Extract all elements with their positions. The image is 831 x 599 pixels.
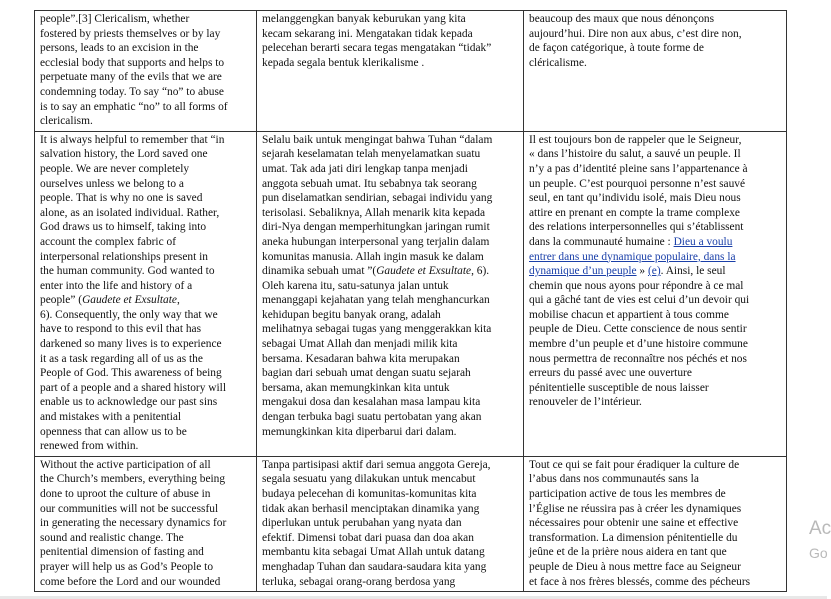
- text-line: melihatnya sebagai tugas yang menggerakkan kita: [262, 323, 492, 336]
- indonesian-cell: [257, 131, 524, 456]
- text-line: segala sesuatu yang dilakukan untuk mencabut: [262, 473, 476, 486]
- text-line: membantu kita sebagai Umat Allah untuk datang: [262, 546, 485, 559]
- text-line: it as a task regarding all of us as the: [40, 352, 203, 365]
- dynamique-populaire-link[interactable]: entrer dans une dynamique populaire, dans la: [529, 250, 736, 263]
- text-line: cléricalisme.: [529, 56, 587, 69]
- text-line: menghadap Tuhan dan saudara-saudara kita yang: [262, 560, 487, 573]
- text-line: mengakui dosa dan kesalahan masa lampau kita: [262, 396, 481, 409]
- text-line: perpetuate many of the evils that we are: [40, 71, 222, 84]
- text-line: Oleh karena itu, satu-satunya jalan untuk: [262, 279, 449, 292]
- text-line: [40, 293, 252, 308]
- french-cell: [524, 456, 787, 591]
- activation-watermark-line1: Ac: [809, 518, 831, 539]
- text-line: mobilise chacun et appartient à tous comme: [529, 308, 729, 321]
- text-line: enter into the life and history of a: [40, 279, 193, 292]
- text-line: enable us to acknowledge our past sins: [40, 396, 218, 409]
- dynamique-peuple-link[interactable]: dynamique d’un peuple: [529, 265, 637, 278]
- text-line: seul, en tant qu’individu isolé, mais Dieu nous: [529, 192, 741, 205]
- text-run: ,: [176, 294, 180, 307]
- text-line: the Church’s members, everything being: [40, 473, 226, 486]
- text-line: kecam sekarang ini. Mengatakan tidak kepada: [262, 27, 473, 40]
- text-line: 6). Consequently, the only way that we: [40, 308, 218, 321]
- dieu-a-voulu-link[interactable]: Dieu a voulu: [673, 235, 733, 248]
- text-line: renewed from within.: [40, 440, 139, 453]
- text-line: anggota sebuah umat. Itu sebabnya tak seorang: [262, 177, 477, 190]
- text-line: condemning today. To say “no” to abuse: [40, 85, 224, 98]
- indonesian-cell: [257, 456, 524, 591]
- text-line: l’Église ne réussira pas à créer les dynamiques: [529, 502, 742, 515]
- french-cell: [524, 11, 787, 132]
- text-line: memungkinkan kita diperbarui dari dalam.: [262, 425, 457, 438]
- text-line: beaucoup des maux que nous dénonçons: [529, 13, 715, 25]
- text-line: transformation. La dimension pénitentielle du: [529, 531, 738, 544]
- indonesian-text: [262, 458, 519, 589]
- text-line: umat. Tak ada jati diri lengkap tanpa menjadi: [262, 162, 468, 175]
- text-line: is to say an emphatic “no” to all forms of: [40, 100, 228, 113]
- text-line: diri-Nya dengan memperhitungkan jaringan rumit: [262, 221, 490, 234]
- text-run: , 6).: [471, 265, 490, 278]
- english-cell: [35, 456, 257, 591]
- table-row: [35, 131, 787, 456]
- text-line: participation active de tous les membres de: [529, 488, 726, 500]
- text-line: people”.[3] Clericalism, whether: [40, 13, 190, 25]
- text-line: prayer will help us as God’s People to: [40, 560, 214, 573]
- text-line: interpersonal relationships present in: [40, 250, 208, 263]
- text-line: renouveler de l’intérieur.: [529, 396, 642, 409]
- french-text: [529, 12, 782, 70]
- text-line: aujourd’hui. Dire non aux abus, c’est dire non,: [529, 27, 742, 40]
- text-line: the human community. God wanted to: [40, 265, 215, 278]
- text-line: come before the Lord and our wounded: [40, 575, 221, 588]
- text-line: budaya pelecehan di komunitas-komunitas kita: [262, 488, 477, 500]
- text-line: and mistakes with a penitential: [40, 411, 182, 424]
- text-line: openness that can allow us to be: [40, 425, 187, 438]
- text-line: terisolasi. Sebaliknya, Allah menarik kita kepada: [262, 206, 486, 219]
- text-line: jeûne et de la prière nous aidera en tant que: [529, 546, 727, 559]
- indonesian-text: [262, 12, 519, 70]
- text-line: sebagai Umat Allah dan menjadi milik kita: [262, 338, 458, 351]
- text-run: . Ainsi, le seul: [660, 265, 726, 278]
- english-text: [40, 133, 252, 454]
- text-line: salvation history, the Lord saved one: [40, 148, 208, 161]
- text-line: menanggapi kejahatan yang telah menghancurkan: [262, 294, 490, 307]
- text-line: sejarah keselamatan telah menyelamatkan suatu: [262, 148, 481, 161]
- text-line: persons, leads to an excision in the: [40, 42, 199, 55]
- text-line: « dans l’histoire du salut, a sauvé un peuple. Il: [529, 148, 741, 161]
- text-line: [529, 264, 782, 279]
- text-line: des relations interpersonnelles qui s’établissent: [529, 221, 744, 234]
- text-run: »: [636, 265, 646, 278]
- text-line: penitential dimension of fasting and: [40, 546, 204, 559]
- activation-watermark-line2: Go: [809, 545, 828, 561]
- text-line: un peuple. C’est pourquoi personne n’est sauvé: [529, 177, 746, 190]
- text-line: peuple de Dieu. Cette conscience de nous sentir: [529, 323, 747, 336]
- table-row: [35, 11, 787, 132]
- text-line: membre d’un peuple et d’une histoire commune: [529, 338, 748, 351]
- text-line: kepada segala bentuk klerikalisme .: [262, 56, 425, 69]
- text-line: ecclesial body that supports and helps to: [40, 56, 225, 69]
- text-line: l’abus dans nos communautés sans la: [529, 473, 699, 486]
- text-line: dengan terbuka bagi suatu pertobatan yang akan: [262, 411, 482, 424]
- english-text: [40, 458, 252, 589]
- english-cell: [35, 11, 257, 132]
- text-line: tidak akan berhasil menciptakan dinamika yang: [262, 502, 480, 515]
- text-line: pelecehan berarti secara tegas mengatakan “tidak”: [262, 42, 492, 55]
- text-line: terluka, sebagai orang-orang berdosa yang: [262, 575, 456, 588]
- text-line: It is always helpful to remember that “in: [40, 133, 225, 146]
- text-line: bersama, akan memungkinkan kita untuk: [262, 381, 450, 394]
- text-run: dinamika sebuah umat ”(: [262, 265, 377, 278]
- text-line: qui a gâché tant de vies est celui d’un devoir qui: [529, 294, 750, 307]
- text-line: pun diselamatkan sendirian, sebagai individu yang: [262, 192, 493, 205]
- text-line: kehidupan begitu banyak orang, adalah: [262, 308, 441, 321]
- text-line: melanggengkan banyak keburukan yang kita: [262, 13, 466, 25]
- text-line: bersama. Kesadaran bahwa kita merupakan: [262, 352, 460, 365]
- citation-title: Gaudete et Exsultate: [82, 294, 177, 307]
- text-line: people. We are never completely: [40, 162, 190, 175]
- footnote-e-link[interactable]: (e): [647, 265, 661, 278]
- text-line: account the complex fabric of: [40, 235, 176, 248]
- text-line: attire en prenant en compte la trame complexe: [529, 206, 740, 219]
- text-line: [262, 264, 519, 279]
- french-cell: [524, 131, 787, 456]
- english-cell: [35, 131, 257, 456]
- text-line: komunitas manusia. Allah ingin masuk ke dalam: [262, 250, 484, 263]
- text-line: chemin que nous ayons pour répondre à ce mal: [529, 279, 744, 292]
- text-line: erreurs du passé avec une ouverture: [529, 367, 692, 380]
- text-line: ourselves unless we belong to a: [40, 177, 184, 190]
- text-line: our communities will not be successful: [40, 502, 219, 515]
- text-line: bagian dari sebuah umat dengan suatu sejarah: [262, 367, 471, 380]
- french-text: [529, 458, 782, 589]
- text-line: et face à nos frères blessés, comme des pécheurs: [529, 575, 751, 588]
- text-line: aneka hubungan interpersonal yang terjalin dalam: [262, 235, 490, 248]
- text-line: Without the active participation of all: [40, 458, 211, 471]
- text-line: Tout ce qui se fait pour éradiquer la culture de: [529, 458, 740, 471]
- text-line: [529, 250, 782, 265]
- text-line: Il est toujours bon de rappeler que le Seigneur,: [529, 133, 742, 146]
- indonesian-text: [262, 133, 519, 439]
- text-line: People of God. This awareness of being: [40, 367, 222, 380]
- text-line: diperlukan untuk perubahan yang nyata dan: [262, 517, 462, 530]
- text-line: de façon catégorique, à toute forme de: [529, 42, 704, 55]
- text-line: Selalu baik untuk mengingat bahwa Tuhan “dalam: [262, 133, 493, 146]
- text-line: done to uproot the culture of abuse in: [40, 488, 211, 500]
- text-line: part of a people and a shared history will: [40, 381, 226, 394]
- table-row: [35, 456, 787, 591]
- text-line: [529, 235, 782, 250]
- indonesian-cell: [257, 11, 524, 132]
- text-line: fostered by priests themselves or by lay: [40, 27, 221, 40]
- text-run: dans la communauté humaine :: [529, 235, 671, 248]
- english-text: [40, 12, 252, 129]
- text-line: efektif. Dimensi tobat dari puasa dan doa akan: [262, 531, 474, 544]
- text-line: clericalism.: [40, 115, 93, 128]
- text-line: nous permettra de reconnaître nos péchés et nos: [529, 352, 747, 365]
- text-line: n’y a pas d’identité pleine sans l’appartenance à: [529, 162, 748, 175]
- french-text: [529, 133, 782, 410]
- text-line: Tanpa partisipasi aktif dari semua anggota Gereja,: [262, 458, 491, 471]
- text-line: God draws us to himself, taking into: [40, 221, 207, 234]
- text-line: nécessaires pour obtenir une saine et effective: [529, 517, 739, 530]
- translation-table: [34, 10, 787, 592]
- citation-title: Gaudete et Exsultate: [376, 265, 472, 278]
- text-run: people” (: [40, 294, 83, 307]
- text-line: in generating the necessary dynamics for: [40, 517, 227, 530]
- text-line: sound and realistic change. The: [40, 531, 184, 544]
- text-line: peuple de Dieu à nous mettre face au Seigneur: [529, 560, 741, 573]
- text-line: alone, as an isolated individual. Rather,: [40, 206, 220, 219]
- text-line: pénitentielle susceptible de nous laisser: [529, 381, 709, 394]
- text-line: people. That is why no one is saved: [40, 192, 203, 205]
- text-line: darkened so many lives is to experience: [40, 338, 222, 351]
- text-line: have to respond to this evil that has: [40, 323, 202, 336]
